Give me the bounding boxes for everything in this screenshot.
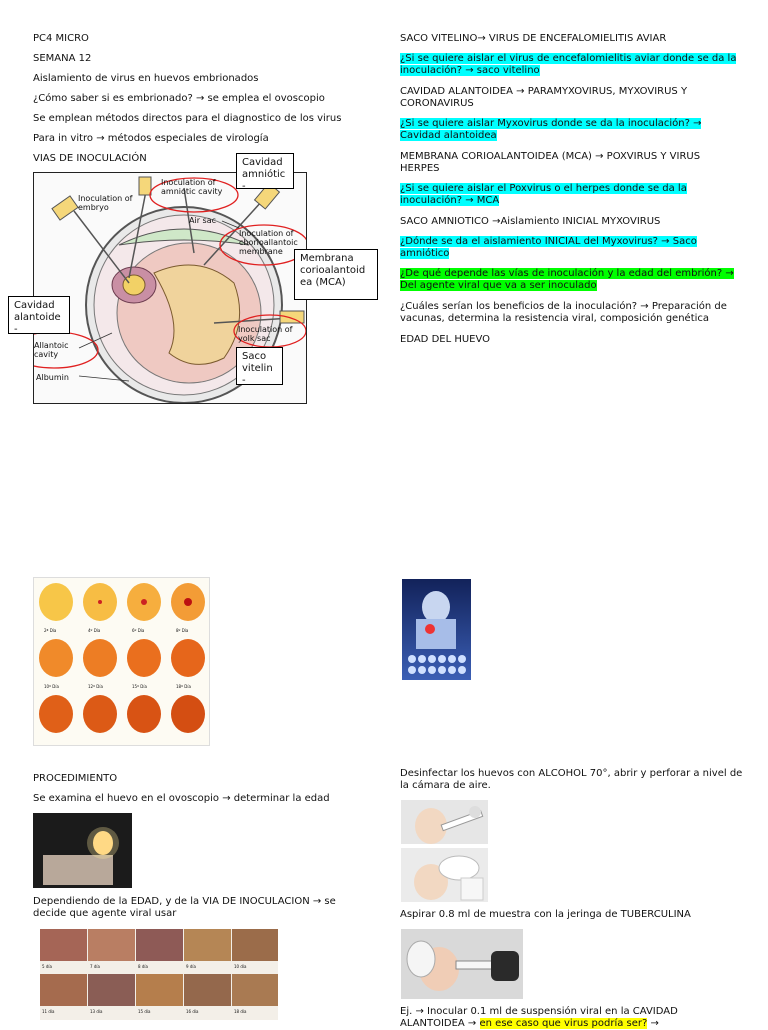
ovoscope-svg <box>33 813 132 888</box>
procedure-step-ovoscope: Se examina el huevo en el ovoscopio → determinar la edad <box>33 793 330 804</box>
label-yolk: Inoculation of yolk sac <box>238 325 293 343</box>
procedure-step-aspirate: Aspirar 0.8 ml de muestra con la jeringa de TUBERCULINA <box>400 909 691 920</box>
route-amniotic: SACO AMNIOTICO →Aislamiento INICIAL MYXOVIRUS <box>400 216 661 227</box>
week-label: SEMANA 12 <box>33 53 92 64</box>
embryo-day-label-4: 9 día <box>186 964 196 969</box>
disinfect-photo-2 <box>401 848 488 902</box>
syringe-svg <box>401 929 523 999</box>
question-cam <box>400 183 740 207</box>
ovoscope-question: ¿Cómo saber si es embrionado? → se emplea el ovoscopio <box>33 93 325 104</box>
embryo-day-label-2: 7 día <box>90 964 100 969</box>
label-albumin: Albumin <box>36 373 69 382</box>
egg-stage-label-4: 8º Día <box>176 628 189 633</box>
egg-stage-label-1: 2ª Día <box>44 628 57 633</box>
embryo-days-svg <box>40 929 278 1020</box>
egg-stage-label-5: 10º Día <box>44 684 59 689</box>
embryo-day-label-3: 8 día <box>138 964 148 969</box>
embryo-day-label-1: 5 día <box>42 964 52 969</box>
egg-grid-svg <box>34 578 209 745</box>
label-embryo: Inoculation of embryo <box>78 194 133 212</box>
question-allantoic <box>400 118 740 142</box>
lab-photo-svg <box>402 579 471 680</box>
question-depends-text: ¿De qué depende las vías de inoculación y la edad del embrión? → Del agente viral que va a ser inoculado <box>400 268 734 291</box>
route-yolk-sac: SACO VITELINO→ VIRUS DE ENCEFALOMIELITIS AVIAR <box>400 33 667 44</box>
egg-stage-label-8: 18º Día <box>176 684 191 689</box>
topic-line: Aislamiento de virus en huevos embrionados <box>33 73 259 84</box>
disinfect-svg-2 <box>401 848 488 902</box>
label-amniotic: Inoculation of amniotic cavity <box>161 178 223 196</box>
procedure-step-inoculate-arrow: → <box>647 1018 659 1029</box>
callout-amniotic: Cavidad amniótic - <box>236 153 294 189</box>
question-cam-text: ¿Si se quiere aislar el Poxvirus o el herpes donde se da la inoculación? → MCA <box>400 183 687 206</box>
question-yolk-sac-text: ¿Si se quiere aislar el virus de encefalomielitis aviar donde se da la inoculación? → saco vitelino <box>400 53 737 76</box>
callout-alantoide: Cavidad alantoide - <box>8 296 70 334</box>
route-allantoic: CAVIDAD ALANTOIDEA → PARAMYXOVIRUS, MYXOVIRUS Y CORONAVIRUS <box>400 86 688 109</box>
callout-vitelino: Saco vitelin - <box>236 347 283 385</box>
disinfect-svg-1 <box>401 800 488 844</box>
label-air-sac: Air sac <box>189 216 216 225</box>
question-amniotic-text: ¿Dónde se da el aislamiento INICIAL del Myxovirus? → Saco amniótico <box>400 236 697 259</box>
embryo-day-label-8: 15 día <box>138 1009 151 1014</box>
benefits-line: ¿Cuáles serían los beneficios de la inoculación? → Preparación de vacunas, determina la resistencia viral, composición genética <box>400 301 727 324</box>
in-vitro-line: Para in vitro → métodos especiales de virología <box>33 133 269 144</box>
ovoscope-photo <box>33 813 132 888</box>
egg-stage-label-3: 6º Día <box>132 628 145 633</box>
embryo-day-label-7: 13 día <box>90 1009 103 1014</box>
embryo-day-label-5: 10 día <box>234 964 247 969</box>
embryo-days-photo <box>40 929 278 1020</box>
procedure-step-inoculate-text: Ej. → Inocular 0.1 ml de suspensión viral en la CAVIDAD ALANTOIDEA → <box>400 1006 678 1029</box>
embryo-day-label-10: 18 día <box>234 1009 247 1014</box>
question-yolk-sac <box>400 53 740 77</box>
label-allantoic: Allantoic cavity <box>34 341 69 359</box>
lab-technician-photo <box>402 579 471 680</box>
callout-mca: Membrana corioalantoid ea (MCA) <box>294 249 378 300</box>
direct-methods-line: Se emplean métodos directos para el diagnostico de los virus <box>33 113 342 124</box>
inoculation-routes-heading: VIAS DE INOCULACIÓN <box>33 153 147 164</box>
syringe-photo <box>401 929 523 999</box>
egg-stage-label-6: 12º Día <box>88 684 103 689</box>
disinfect-photo-1 <box>401 800 488 844</box>
route-cam: MEMBRANA CORIOALANTOIDEA (MCA) → POXVIRUS Y VIRUS HERPES <box>400 151 701 174</box>
egg-development-photo <box>33 577 210 746</box>
procedure-heading: PROCEDIMIENTO <box>33 773 118 784</box>
question-allantoic-text: ¿Si se quiere aislar Myxovirus donde se da la inoculación? → Cavidad alantoidea <box>400 118 702 141</box>
highlight-virus-question: en ese caso que virus podría ser? <box>479 1018 648 1029</box>
doc-title: PC4 MICRO <box>33 33 89 44</box>
embryo-day-label-9: 16 día <box>186 1009 199 1014</box>
egg-age-heading: EDAD DEL HUEVO <box>400 334 491 345</box>
egg-stage-label-7: 15º Día <box>132 684 147 689</box>
question-amniotic <box>400 236 740 260</box>
procedure-step-inoculate <box>400 1006 745 1030</box>
embryo-day-label-6: 11 día <box>42 1009 55 1014</box>
egg-stage-label-2: 4º Día <box>88 628 101 633</box>
label-cam: Inoculation of chorioallantoic membrane <box>239 229 298 256</box>
procedure-step-disinfect: Desinfectar los huevos con ALCOHOL 70°, abrir y perforar a nivel de la cámara de aire. <box>400 768 743 791</box>
question-depends <box>400 268 740 292</box>
procedure-step-age: Dependiendo de la EDAD, y de la VIA DE INOCULACION → se decide que agente viral usar <box>33 896 336 919</box>
